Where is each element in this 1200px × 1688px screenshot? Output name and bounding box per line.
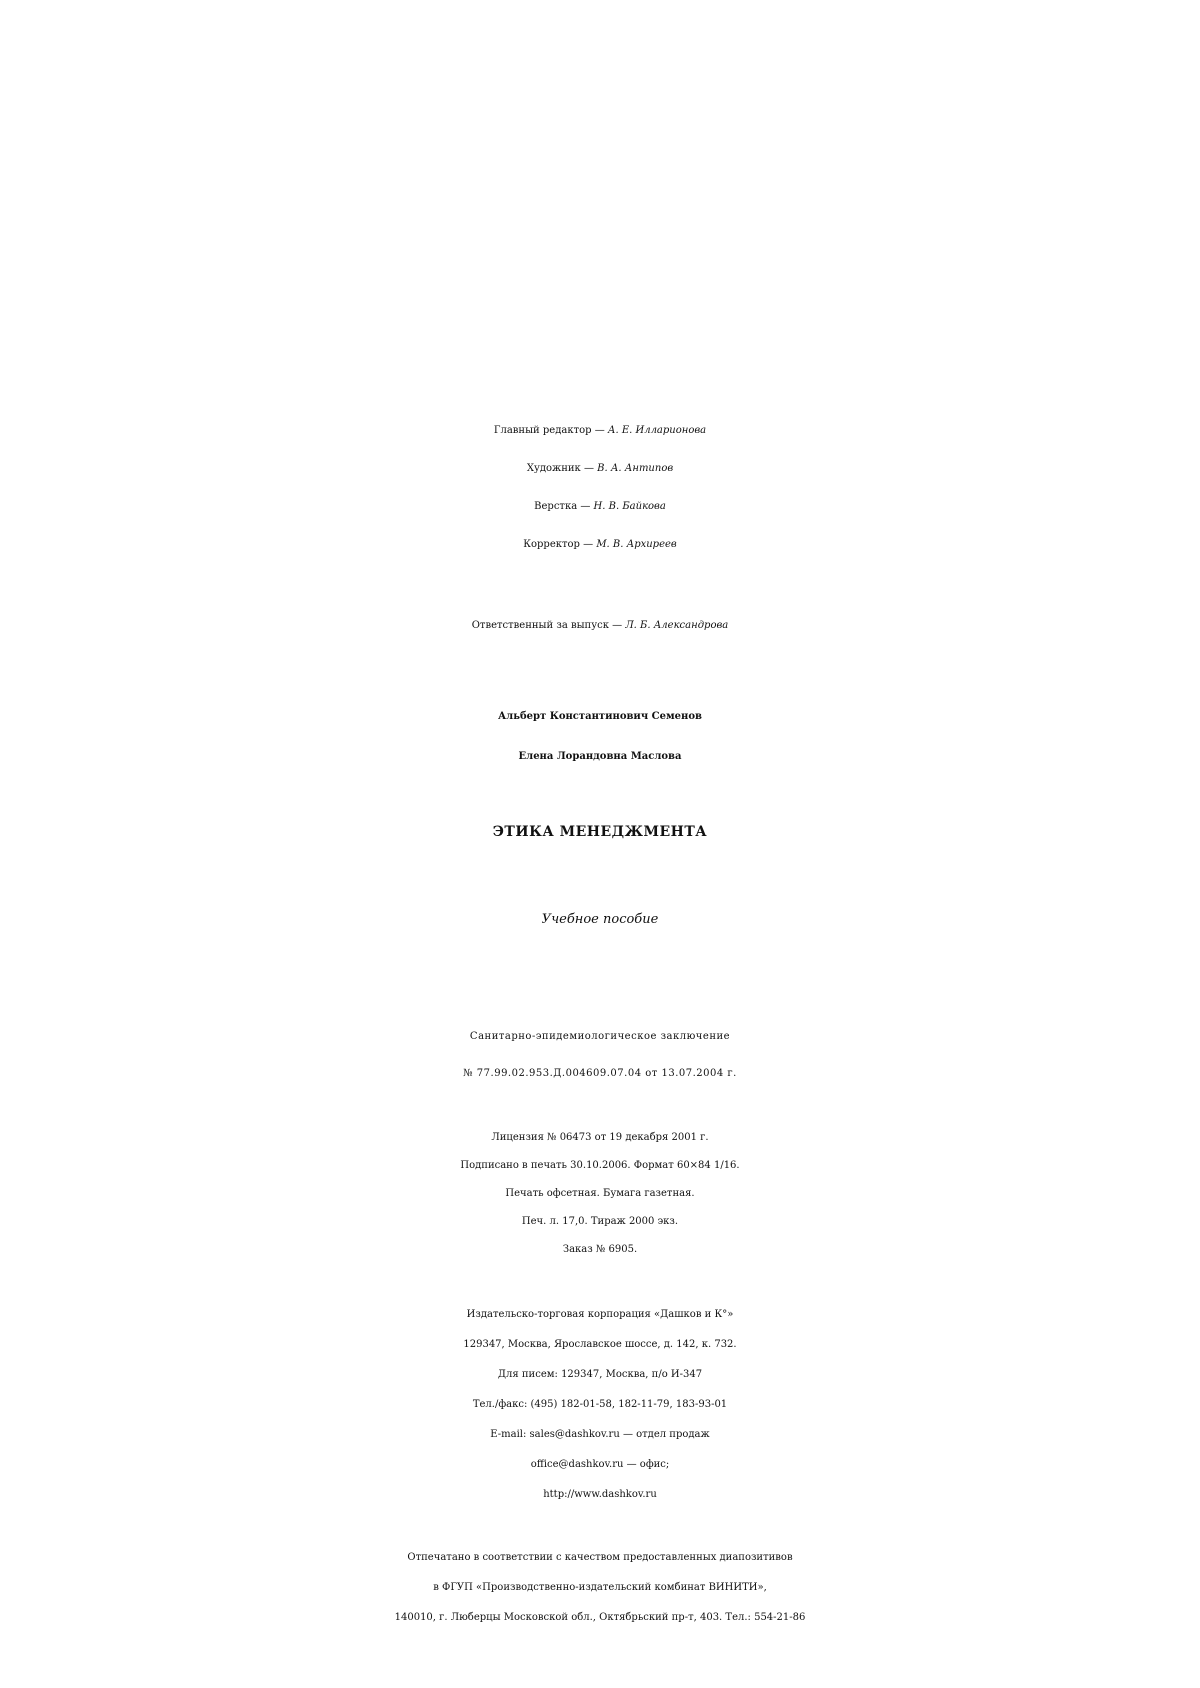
proofreader-credit <box>0 526 1200 564</box>
responsible-line <box>0 607 1200 645</box>
book-title: ЭТИКА МЕНЕДЖМЕНТА <box>492 824 708 840</box>
artist-name: В. А. Антипов <box>597 463 674 474</box>
staff-credits <box>0 412 1200 564</box>
publisher-info <box>0 1300 1200 1510</box>
editor-credit <box>0 412 1200 450</box>
responsible-role: Ответственный за выпуск — <box>471 620 626 631</box>
proofreader-name: М. В. Архиреев <box>596 539 677 550</box>
author-name: Елена Лорандовна Маслова <box>518 751 682 762</box>
signed-line: Подписано в печать 30.10.2006. Формат 60×84 1/16. <box>460 1160 740 1171</box>
publisher-address: 129347, Москва, Ярославское шоссе, д. 142, к. 732. <box>463 1339 737 1350</box>
publisher-email-sales: E-mail: sales@dashkov.ru — отдел продаж <box>490 1429 710 1440</box>
publisher-name: Издательско-торговая корпорация «Дашков и К°» <box>466 1309 734 1320</box>
author-name: Альберт Константинович Семенов <box>498 711 702 722</box>
artist-credit <box>0 450 1200 488</box>
sanitary-line-2: № 77.99.02.953.Д.004609.07.04 от 13.07.2004 г. <box>463 1068 737 1079</box>
book-subtitle: Учебное пособие <box>541 912 659 927</box>
order-line: Заказ № 6905. <box>562 1244 638 1255</box>
printed-line-1: Отпечатано в соответствии с качеством предоставленных диапозитивов <box>407 1552 793 1563</box>
license-line: Лицензия № 06473 от 19 декабря 2001 г. <box>491 1132 709 1143</box>
layout-credit <box>0 488 1200 526</box>
responsible-credit <box>0 607 1200 645</box>
editor-name: А. Е. Илларионова <box>607 425 707 436</box>
book-title-block <box>0 810 1200 854</box>
editor-role: Главный редактор — <box>493 425 608 436</box>
layout-role: Верстка — <box>534 501 594 512</box>
sheets-run-line: Печ. л. 17,0. Тираж 2000 экз. <box>521 1216 679 1227</box>
authors <box>0 697 1200 777</box>
responsible-name: Л. Б. Александрова <box>625 620 729 631</box>
publisher-website: http://www.dashkov.ru <box>543 1489 657 1500</box>
publisher-phone: Тел./факс: (495) 182-01-58, 182-11-79, 183-93-01 <box>472 1399 728 1410</box>
artist-role: Художник — <box>526 463 598 474</box>
publisher-mail-address: Для писем: 129347, Москва, п/о И-347 <box>497 1369 703 1380</box>
proofreader-role: Корректор — <box>523 539 597 550</box>
layout-name: Н. В. Байкова <box>593 501 666 512</box>
printed-line-2: в ФГУП «Производственно-издательский комбинат ВИНИТИ», <box>433 1582 767 1593</box>
printed-line-3: 140010, г. Люберцы Московской обл., Октябрьский пр-т, 403. Тел.: 554-21-86 <box>394 1612 806 1623</box>
print-paper-line: Печать офсетная. Бумага газетная. <box>505 1188 695 1199</box>
imprint-details <box>0 1124 1200 1264</box>
sanitary-conclusion <box>0 1018 1200 1092</box>
printing-info <box>0 1543 1200 1633</box>
book-subtitle-block <box>0 898 1200 942</box>
sanitary-line-1: Санитарно-эпидемиологическое заключение <box>469 1031 731 1042</box>
publisher-email-office: office@dashkov.ru — офис; <box>530 1459 670 1470</box>
